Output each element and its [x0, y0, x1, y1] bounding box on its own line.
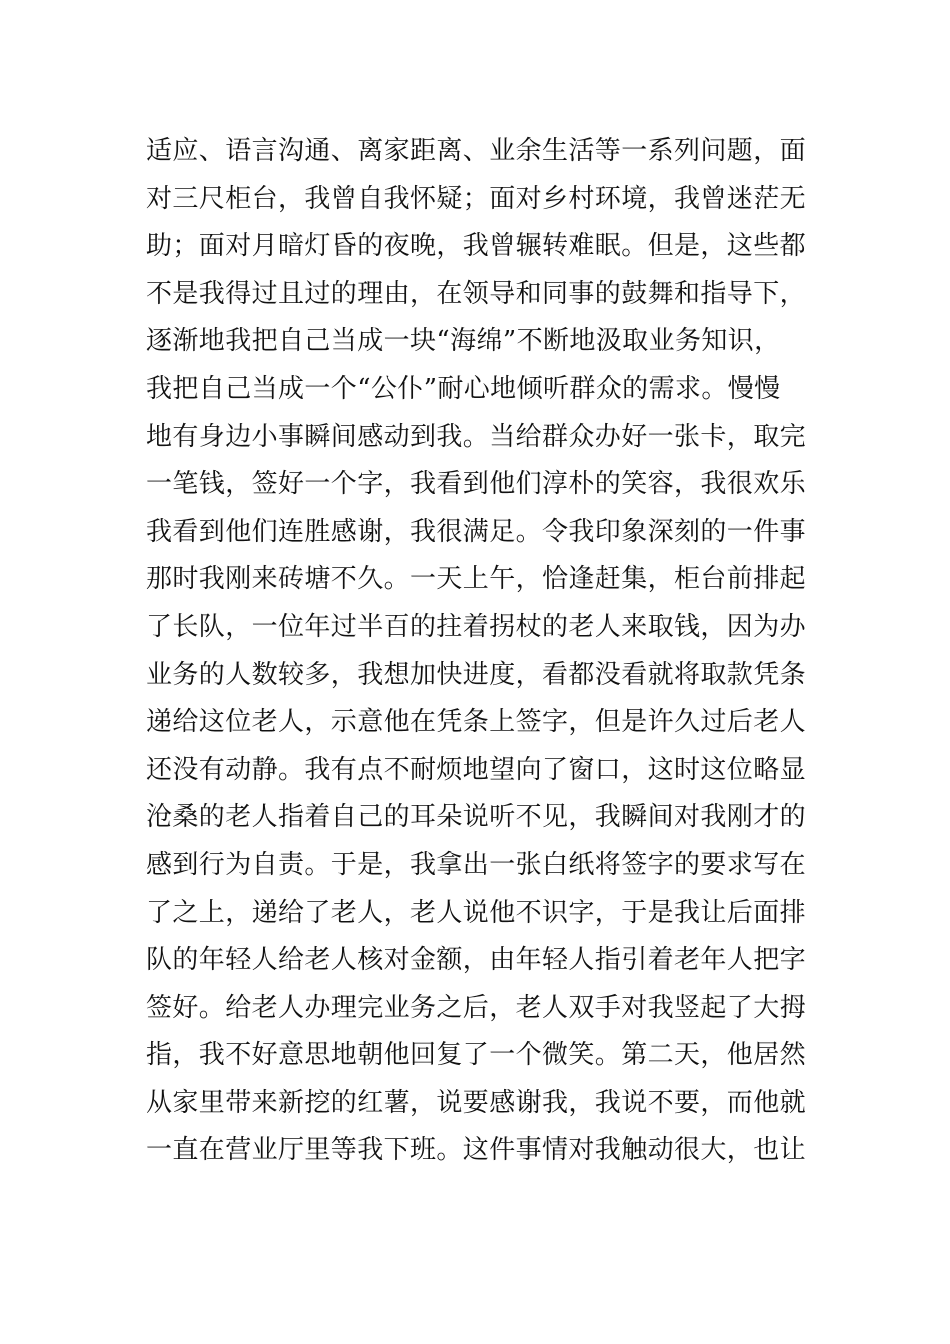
text-line: 地有身边小事瞬间感动到我。当给群众办好一张卡，取完 [146, 421, 807, 452]
text-line: 一直在营业厅里等我下班。这件事情对我触动很大，也让 [146, 1135, 807, 1166]
text-line: 业务的人数较多，我想加快进度，看都没看就将取款凭条 [146, 659, 807, 690]
text-line: 感到行为自责。于是，我拿出一张白纸将签字的要求写在 [146, 849, 807, 880]
text-line: 一笔钱，签好一个字，我看到他们淳朴的笑容，我很欢乐 [146, 469, 807, 500]
text-line: 我看到他们连胜感谢，我很满足。令我印象深刻的一件事 [146, 516, 807, 547]
text-line: 队的年轻人给老人核对金额，由年轻人指引着老年人把字 [146, 945, 807, 976]
text-line: 了长队，一位年过半百的拄着拐杖的老人来取钱，因为办 [146, 611, 807, 642]
text-line: 不是我得过且过的理由，在领导和同事的鼓舞和指导下， [146, 278, 807, 309]
text-line: 逐渐地我把自己当成一块“海绵”不断地汲取业务知识， [146, 326, 781, 357]
body-paragraph [146, 128, 811, 1175]
text-line: 签好。给老人办理完业务之后，老人双手对我竖起了大拇 [146, 992, 807, 1023]
text-line: 适应、语言沟通、离家距离、业余生活等一系列问题，面 [146, 136, 807, 166]
text-line: 我把自己当成一个“公仆”耐心地倾听群众的需求。慢慢 [146, 373, 781, 404]
text-line: 对三尺柜台，我曾自我怀疑；面对乡村环境，我曾迷茫无 [146, 183, 807, 214]
text-line: 了之上，递给了老人，老人说他不识字，于是我让后面排 [146, 897, 807, 928]
text-line: 沧桑的老人指着自己的耳朵说听不见，我瞬间对我刚才的 [146, 802, 807, 833]
text-line: 那时我刚来砖塘不久。一天上午，恰逢赶集，柜台前排起 [146, 564, 807, 595]
text-line: 助；面对月暗灯昏的夜晚，我曾辗转难眠。但是，这些都 [146, 231, 807, 262]
text-line: 指，我不好意思地朝他回复了一个微笑。第二天，他居然 [146, 1040, 807, 1071]
text-line: 递给这位老人，示意他在凭条上签字，但是许久过后老人 [146, 707, 807, 738]
text-line: 从家里带来新挖的红薯，说要感谢我，我说不要，而他就 [146, 1087, 807, 1118]
text-line: 还没有动静。我有点不耐烦地望向了窗口，这时这位略显 [146, 754, 807, 785]
